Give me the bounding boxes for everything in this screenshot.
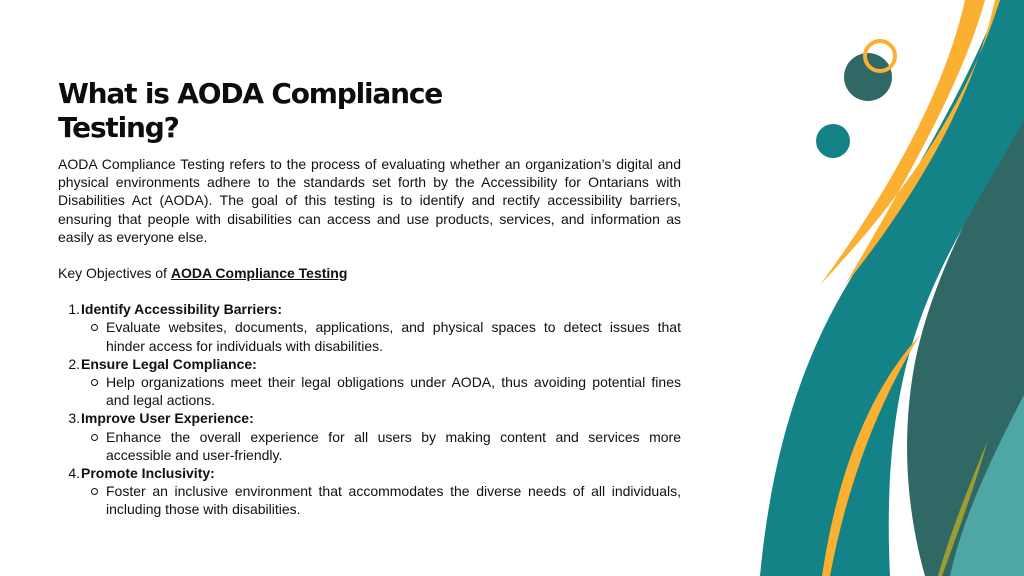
title-line-2: Testing? bbox=[58, 110, 179, 144]
objective-heading: Ensure Legal Compliance: bbox=[81, 355, 257, 372]
objective-number: 3. bbox=[68, 410, 80, 427]
objective-detail-text: Foster an inclusive environment that accommodates the diverse needs of all individuals, including those with disabilities. bbox=[106, 483, 681, 518]
aoda-compliance-testing-link[interactable]: AODA Compliance Testing bbox=[170, 265, 348, 282]
hollow-bullet-icon bbox=[91, 488, 98, 495]
dark-teal-circle bbox=[844, 53, 892, 101]
objective-detail-text: Enhance the overall experience for all users by making content and services more accessible and user-friendly. bbox=[106, 428, 681, 463]
key-objectives-prefix: Key Objectives of bbox=[58, 265, 171, 282]
objective-detail-text: Evaluate websites, documents, applications, and physical spaces to detect issues that hinder access for individuals with disabilities. bbox=[106, 319, 681, 354]
title-line-1: What is AODA Compliance bbox=[58, 76, 443, 110]
objective-item bbox=[58, 464, 681, 519]
objective-number: 2. bbox=[68, 355, 80, 372]
objective-heading: Improve User Experience: bbox=[81, 410, 254, 427]
objective-detail bbox=[106, 482, 681, 518]
objective-detail bbox=[106, 318, 681, 354]
teal-dot bbox=[816, 124, 850, 158]
hollow-bullet-icon bbox=[91, 434, 98, 441]
objective-number: 1. bbox=[68, 301, 80, 318]
objective-item bbox=[58, 355, 681, 410]
hollow-bullet-icon bbox=[91, 324, 98, 331]
objective-detail bbox=[106, 373, 681, 409]
objective-number: 4. bbox=[68, 465, 80, 482]
objective-detail-list bbox=[81, 482, 681, 518]
objective-detail bbox=[106, 428, 681, 464]
objective-detail-list bbox=[81, 318, 681, 354]
key-objectives-line bbox=[58, 264, 681, 282]
hollow-bullet-icon bbox=[91, 379, 98, 386]
objective-heading: Identify Accessibility Barriers: bbox=[81, 301, 283, 318]
objective-detail-list bbox=[81, 428, 681, 464]
objective-heading: Promote Inclusivity: bbox=[81, 465, 215, 482]
page-title bbox=[58, 77, 518, 145]
objective-detail-text: Help organizations meet their legal obligations under AODA, thus avoiding potential fines and legal actions. bbox=[106, 374, 681, 409]
objective-item bbox=[58, 300, 681, 355]
objectives-list bbox=[58, 300, 681, 518]
intro-paragraph: AODA Compliance Testing refers to the process of evaluating whether an organization’s digital and physical environments adhere to the standards set forth by the Accessibility for Ontarians with Disabilities Act (AODA). The goal of this testing is to identify and rectify accessibility barriers, ensuring that people with disabilities can access and use products, services, and information as easily as everyone else. bbox=[58, 156, 681, 245]
objective-item bbox=[58, 409, 681, 464]
objective-detail-list bbox=[81, 373, 681, 409]
body-content bbox=[58, 155, 681, 519]
